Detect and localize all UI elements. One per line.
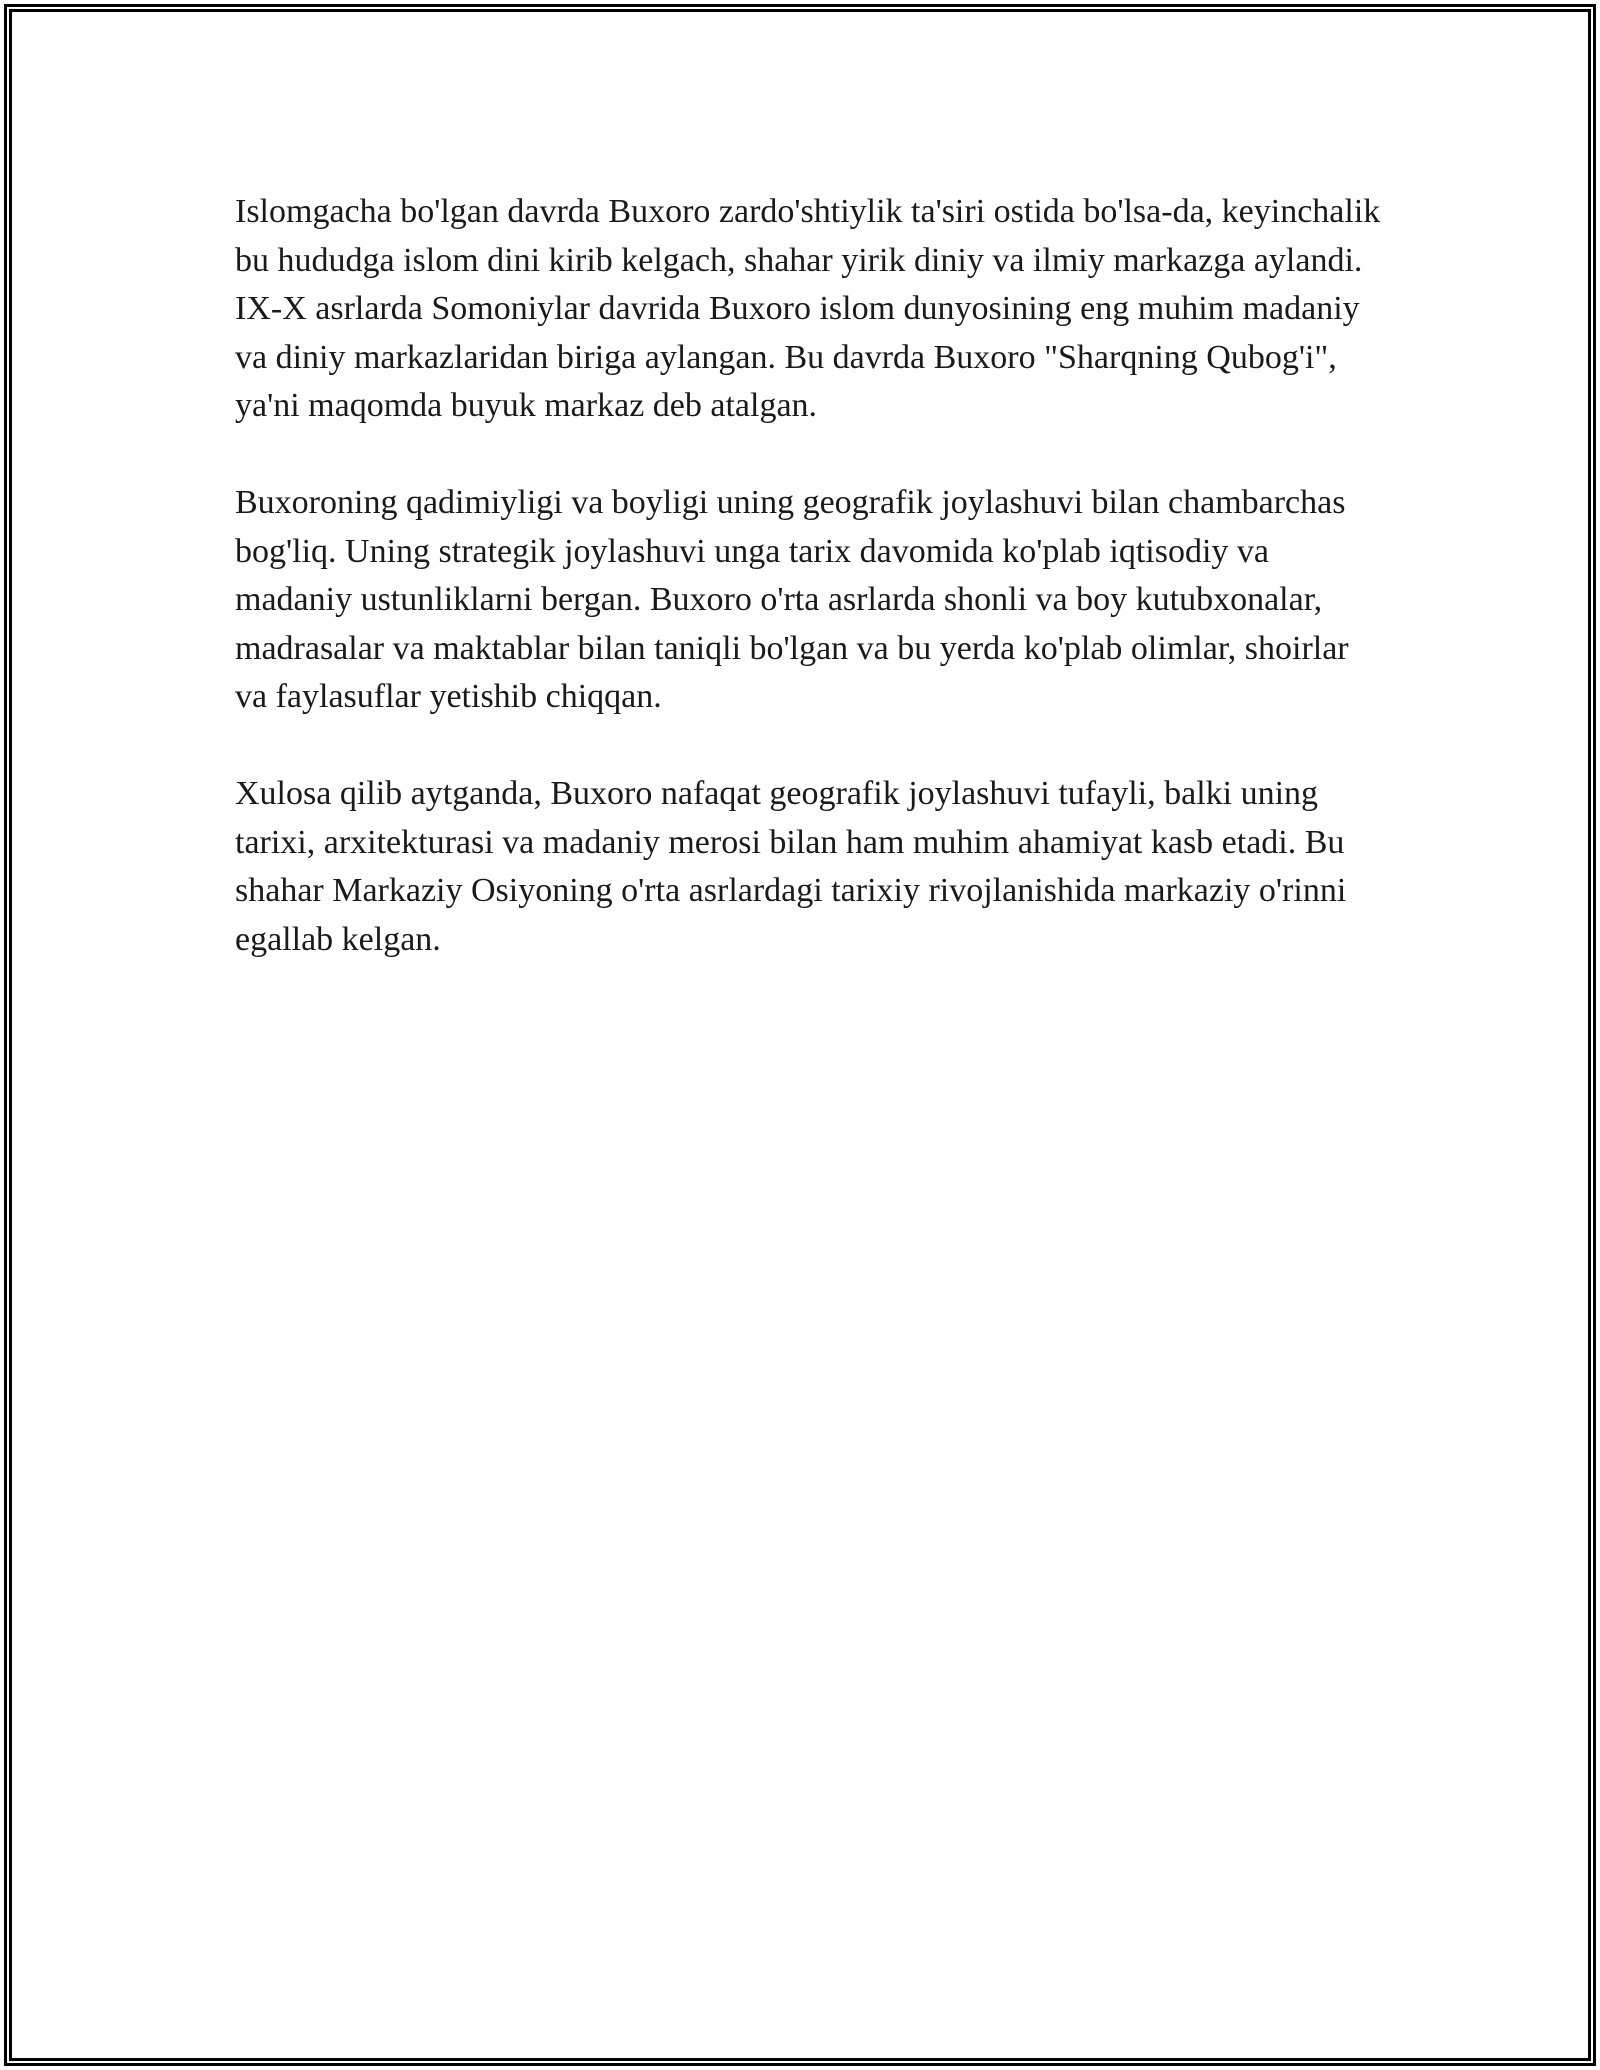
paragraph-2: Buxoroning qadimiyligi va boyligi uning geografik joylashuvi bilan chambarchas bog'liq. Uning strategik joylashuvi unga tarix davomida ko'plab iqtisodiy va madaniy ustunliklarni bergan. Buxoro o'rta asrlarda shonli va boy kutubxonalar, madrasalar va maktablar bilan taniqli bo'lgan va bu yerda ko'plab olimlar, shoirlar va faylasuflar yetishib chiqqan.	[235, 484, 1349, 715]
paragraph-1: Islomgacha bo'lgan davrda Buxoro zardo'shtiylik ta'siri ostida bo'lsa-da, keyinchalik bu hududga islom dini kirib kelgach, shahar yirik diniy va ilmiy markazga aylandi. IX-X asrlarda Somoniylar davrida Buxoro islom dunyosining eng muhim madaniy va diniy markazlaridan biriga aylangan. Bu davrda Buxoro "Sharqning Qubog'i", ya'ni maqomda buyuk markaz deb atalgan.	[235, 193, 1381, 424]
paragraph-3: Xulosa qilib aytganda, Buxoro nafaqat geografik joylashuvi tufayli, balki uning tarixi, arxitekturasi va madaniy merosi bilan ham muhim ahamiyat kasb etadi. Bu shahar Markaziy Osiyoning o'rta asrlardagi tarixiy rivojlanishida markaziy o'rinni egallab kelgan.	[235, 775, 1347, 958]
document-body	[235, 188, 1385, 964]
